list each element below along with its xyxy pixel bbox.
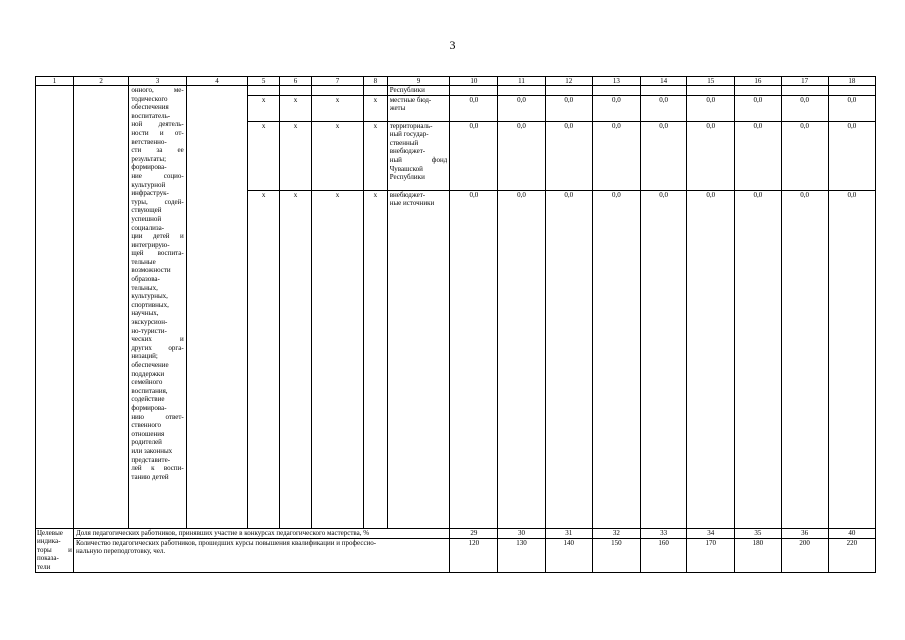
header-row [36,77,876,86]
value-cell: 0,0 [687,121,735,190]
description-line: ности и от- [131,128,184,137]
mark-cell: x [311,95,363,121]
header-cell: 13 [592,77,640,86]
value-cell [828,86,875,96]
indicator-value: 170 [687,538,735,572]
description-line: ной деятель- [131,120,184,129]
value-cell [687,86,735,96]
description-line: танию детей [131,472,169,481]
value-cell [592,86,640,96]
header-cell: 9 [387,77,450,86]
description-line: социализа- [131,223,165,232]
value-cell: 0,0 [687,95,735,121]
description-line: щей воспита- [131,249,184,258]
value-cell [545,86,592,96]
description-line: тельные [131,257,156,266]
description-line: образова- [131,275,160,284]
indicators-label-line: торы и [37,545,72,554]
mark-cell: x [248,95,280,121]
value-cell: 0,0 [828,190,875,528]
header-cell: 2 [73,77,128,86]
source-line: жеты [389,104,406,113]
indicator-value: 150 [592,538,640,572]
header-cell: 15 [687,77,735,86]
value-cell [641,86,687,96]
description-line: семейного [131,378,163,387]
indicator-value: 34 [687,528,735,538]
description-line: формирова- [131,163,167,172]
value-cell: 0,0 [592,190,640,528]
description-line: результаты; [131,154,167,163]
description-cell [129,86,186,529]
indicator-value: 40 [828,528,875,538]
description-line: формирова- [131,403,167,412]
indicators-label-line: показа- [37,554,59,563]
description-line: отношения [131,429,165,438]
mark-cell: x [364,190,388,528]
value-cell: 0,0 [687,190,735,528]
indicator-row [36,538,876,572]
indicator-value: 30 [498,528,545,538]
indicator-value: 130 [498,538,545,572]
indicator-value: 200 [781,538,828,572]
description-line: ственного [131,421,162,430]
indicators-label-line: индика- [37,537,61,546]
description-line: нию ответ- [131,412,184,421]
source-cell [387,121,450,190]
description-line: культурной [131,180,166,189]
description-line: успешной [131,214,162,223]
description-line: но-туристи- [131,326,167,335]
mark-cell: x [364,95,388,121]
mark-cell: x [364,121,388,190]
description-line: обеспечение [131,361,169,369]
header-cell: 1 [36,77,74,86]
source-line: ный государ- [389,130,429,139]
description-line: спортивных, [131,300,169,309]
source-cell [387,86,450,96]
indicator-value: 120 [450,538,498,572]
funding-row [36,86,876,96]
source-line: Республики [389,173,425,182]
value-cell: 0,0 [735,95,781,121]
value-cell: 0,0 [641,190,687,528]
indicator-value: 160 [641,538,687,572]
description-line: интегрирую- [131,240,170,249]
description-line: низаций; [131,352,158,361]
description-line: лей к воспи- [131,464,184,473]
indicator-name-line: Количество педагогических работников, прошедших курсы повышения квалификации и профессио- [75,538,377,547]
mark-cell [248,86,280,96]
value-cell: 0,0 [592,121,640,190]
indicators-label-line: Целевые [37,528,63,537]
indicator-value: 32 [592,528,640,538]
description-line: ции детей и [131,232,184,241]
source-cell [387,95,450,121]
indicators-label-line: тели [37,562,51,571]
value-cell: 0,0 [828,121,875,190]
indicator-row [36,528,876,538]
value-cell: 0,0 [781,95,828,121]
value-cell: 0,0 [735,190,781,528]
header-cell: 8 [364,77,388,86]
page-number: 3 [449,38,456,52]
col4-cell [186,86,248,529]
source-line: ный фонд [389,155,448,164]
source-line: Чувашской [389,164,423,173]
value-cell [735,86,781,96]
mark-cell [280,86,312,96]
header-cell: 3 [129,77,186,86]
description-line: содействие [131,395,165,404]
indicators-label-cell [36,528,74,572]
source-line: ные источники [389,199,435,208]
description-line: или законных [131,446,173,455]
col1-cell [36,86,74,529]
description-line: сти за ее [131,146,184,155]
header-cell: 14 [641,77,687,86]
header-cell: 6 [280,77,312,86]
indicator-name-line: нальную переподготовку, чел. [75,547,166,556]
value-cell: 0,0 [828,95,875,121]
value-cell [781,86,828,96]
value-cell: 0,0 [545,121,592,190]
value-cell: 0,0 [781,121,828,190]
value-cell: 0,0 [450,190,498,528]
value-cell: 0,0 [498,190,545,528]
indicator-value: 140 [545,538,592,572]
indicator-value: 220 [828,538,875,572]
description-line: представите- [131,455,171,464]
mark-cell [364,86,388,96]
header-cell: 17 [781,77,828,86]
description-line: ветственно- [131,137,167,146]
source-line: внебюджет- [389,190,426,199]
source-line: территориаль- [389,121,433,130]
source-line: внебюджет- [389,147,426,156]
description-line: ствующей [131,206,162,215]
description-line: ние социо- [131,171,184,180]
value-cell: 0,0 [450,121,498,190]
description-line: других орга- [131,343,184,352]
indicator-value: 31 [545,528,592,538]
description-line: поддержки [131,369,165,378]
value-cell [498,86,545,96]
value-cell: 0,0 [641,95,687,121]
value-cell: 0,0 [641,121,687,190]
description-line: возможности [131,266,171,275]
mark-cell: x [248,121,280,190]
value-cell: 0,0 [498,95,545,121]
header-cell: 4 [186,77,248,86]
source-line: местные бюд- [389,95,432,104]
header-cell: 10 [450,77,498,86]
source-line: Республики [389,86,425,94]
value-cell: 0,0 [545,95,592,121]
mark-cell: x [280,121,312,190]
budget-table [35,76,876,573]
header-cell: 16 [735,77,781,86]
header-cell: 5 [248,77,280,86]
indicator-value: 35 [735,528,781,538]
mark-cell: x [311,190,363,528]
description-line: тодического [131,94,168,103]
description-line: тельных, [131,283,158,292]
indicator-value: 36 [781,528,828,538]
value-cell: 0,0 [498,121,545,190]
source-line: ственный [389,138,419,147]
mark-cell: x [280,95,312,121]
source-cell [387,190,450,528]
mark-cell: x [311,121,363,190]
header-cell: 18 [828,77,875,86]
description-line: воспитания, [131,386,168,395]
value-cell: 0,0 [735,121,781,190]
description-line: туры, содей- [131,197,184,206]
mark-cell [311,86,363,96]
header-cell: 12 [545,77,592,86]
mark-cell: x [248,190,280,528]
description-line: экскурсион- [131,318,168,327]
indicator-value: 29 [450,528,498,538]
value-cell: 0,0 [450,95,498,121]
description-line: родителей [131,438,162,447]
value-cell: 0,0 [545,190,592,528]
description-line: инфраструк- [131,189,169,198]
value-cell: 0,0 [592,95,640,121]
col2-cell [73,86,128,529]
mark-cell: x [280,190,312,528]
value-cell [450,86,498,96]
header-cell: 7 [311,77,363,86]
indicator-value: 33 [641,528,687,538]
description-line: воспитатель- [131,111,171,120]
indicator-name: Доля педагогических работников, принявших участие в конкурсах педагогического мастерства, % [73,528,449,538]
indicator-name [73,538,449,572]
value-cell: 0,0 [781,190,828,528]
description-line: обеспечения [131,103,169,112]
description-line: онного, ме- [131,86,184,94]
description-line: научных, [131,309,159,318]
description-line: ческих и [131,335,184,344]
header-cell: 11 [498,77,545,86]
indicator-value: 180 [735,538,781,572]
description-line: культурных, [131,292,168,301]
